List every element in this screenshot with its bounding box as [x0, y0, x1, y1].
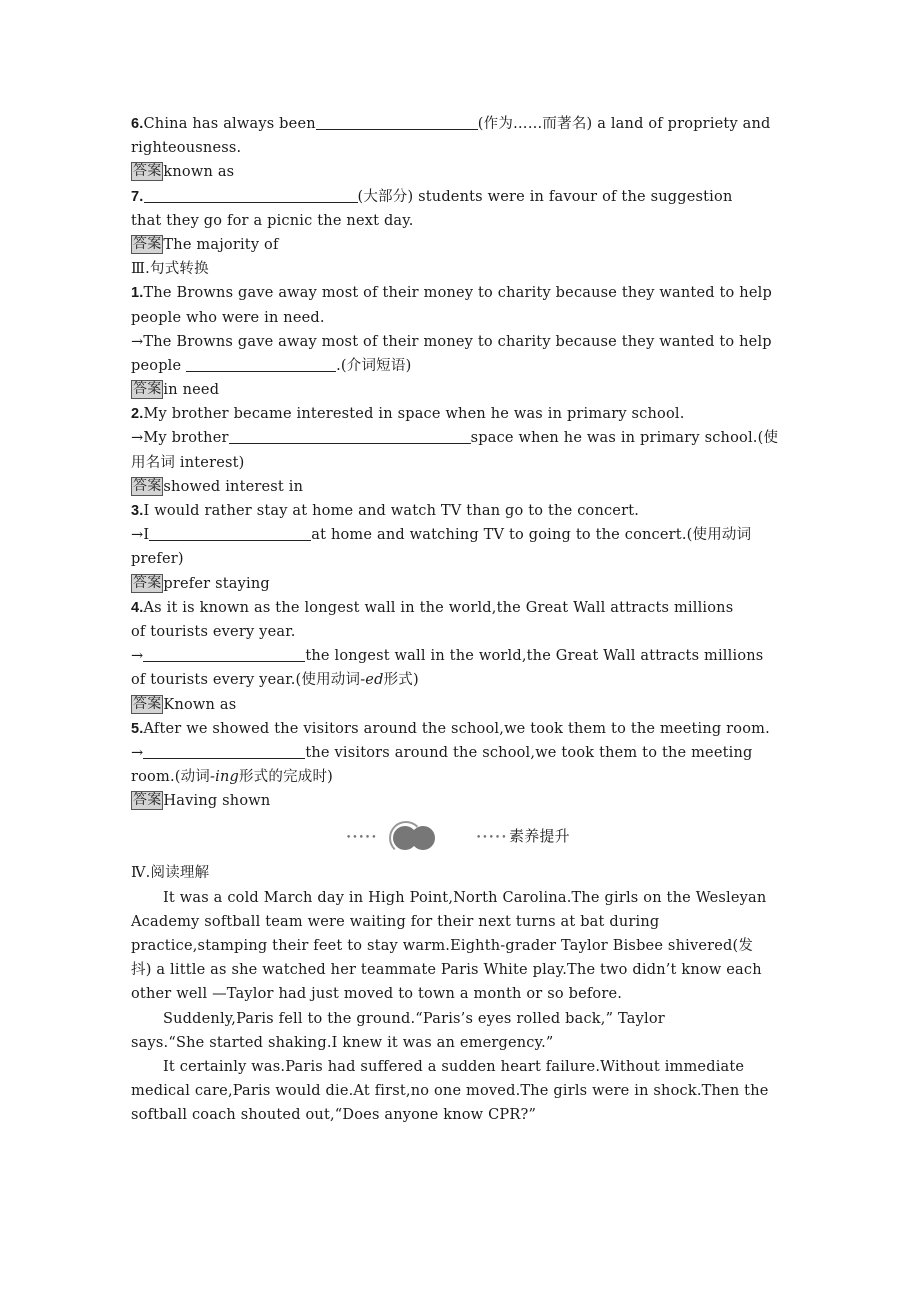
passage-line: It certainly was.Paris had suffered a sudden heart failure.Without immediate [163, 1058, 745, 1075]
answer-text: known as [163, 164, 235, 181]
question-text: → [131, 648, 144, 665]
passage-line: says.“She started shaking.I knew it was an emergency.” [131, 1034, 554, 1051]
answer-blank[interactable] [316, 113, 478, 130]
answer-badge: 答案 [133, 477, 162, 494]
answer-blank[interactable] [144, 186, 358, 203]
question-text: I would rather stay at home and watch TV than go to the concert. [143, 503, 640, 519]
question-number: 5. [131, 720, 144, 737]
question-text [131, 354, 811, 378]
answer-row [131, 475, 811, 499]
answer-badge: 答案 [133, 163, 162, 180]
question-text: ed [365, 672, 384, 689]
answer-blank[interactable] [229, 427, 471, 444]
question-text [131, 668, 811, 692]
question-text: After we showed the visitors around the school,we took them to the meeting room. [143, 720, 770, 737]
divider-label: 素养提升 [509, 827, 570, 846]
passage-line: softball coach shouted out,“Does anyone know CPR?” [131, 1107, 537, 1124]
answer-text: Having shown [163, 793, 271, 810]
answer-row [131, 572, 811, 596]
question-text: that they go for a picnic the next day. [131, 212, 414, 229]
question-text: space when he was in primary school.(使 [470, 430, 779, 447]
question-number: 7. [131, 188, 144, 205]
question-4 [131, 596, 811, 620]
question-6 [131, 112, 811, 136]
answer-row [131, 693, 811, 717]
section-title: Ⅲ.句式转换 [131, 261, 209, 278]
question-text: China has always been [143, 116, 316, 132]
question-text [131, 765, 811, 789]
question-3 [131, 499, 811, 523]
question-text: 形式的完成时) [238, 769, 334, 786]
question-number: 2. [131, 406, 144, 423]
answer-text: Known as [163, 696, 237, 713]
question-text: .(介词短语) [336, 357, 412, 374]
question-text: the longest wall in the world,the Great Wall attracts millions [305, 648, 764, 665]
question-number: 4. [131, 599, 144, 616]
answer-text: The majority of [163, 236, 279, 253]
question-text: → [131, 744, 144, 761]
question-text [131, 426, 811, 450]
question-text: ing [215, 769, 239, 786]
answer-row [131, 160, 811, 184]
question-number: 6. [131, 116, 144, 132]
answer-badge: 答案 [133, 695, 162, 712]
answer-badge: 答案 [133, 574, 162, 591]
question-text: people [131, 357, 187, 374]
question-text: people who were in need. [131, 309, 325, 326]
answer-blank[interactable] [143, 645, 305, 662]
question-text: (作为……而著名) a land of propriety and [477, 116, 771, 132]
question-text [131, 741, 811, 765]
passage-line: It was a cold March day in High Point,North Carolina.The girls on the Wesleyan [163, 889, 767, 906]
answer-badge: 答案 [133, 381, 162, 398]
question-text: →I [131, 527, 150, 544]
passage-line: Suddenly,Paris fell to the ground.“Paris’s eyes rolled back,” Taylor [163, 1010, 665, 1027]
question-text: →My brother [131, 430, 229, 447]
answer-row [131, 378, 811, 402]
question-text: at home and watching TV to going to the concert.(使用动词 [311, 527, 752, 544]
answer-text: in need [163, 382, 220, 399]
passage-line: medical care,Paris would die.At first,no one moved.The girls were in shock.Then the [131, 1083, 769, 1100]
answer-text: showed interest in [163, 478, 304, 495]
question-5 [131, 717, 811, 741]
section-title: Ⅳ.阅读理解 [131, 865, 210, 882]
question-text: →The Browns gave away most of their money to charity because they wanted to help [131, 333, 772, 350]
question-text: 形式) [383, 672, 419, 689]
passage-line: other well —Taylor had just moved to town a month or so before. [131, 986, 623, 1003]
question-7 [131, 185, 811, 209]
question-text: prefer) [131, 551, 184, 568]
answer-row [131, 789, 811, 813]
question-text: 用名词 interest) [131, 454, 245, 471]
question-text: My brother became interested in space when he was in primary school. [143, 406, 685, 423]
answer-badge: 答案 [133, 792, 162, 809]
answer-text: prefer staying [163, 575, 270, 592]
question-text: The Browns gave away most of their money to charity because they wanted to help [143, 285, 772, 302]
question-text [131, 644, 811, 668]
question-text: the visitors around the school,we took them to the meeting [305, 744, 753, 761]
question-2 [131, 402, 811, 426]
answer-blank[interactable] [143, 742, 305, 759]
circle-icon [411, 826, 435, 850]
passage-line: Academy softball team were waiting for their next turns at bat during [131, 913, 660, 930]
question-text [131, 523, 811, 547]
question-text: room.(动词- [131, 769, 216, 786]
question-text: of tourists every year.(使用动词- [131, 672, 366, 689]
question-text: As it is known as the longest wall in the world,the Great Wall attracts millions [143, 599, 734, 616]
answer-blank[interactable] [186, 355, 336, 372]
question-text: (大部分) students were in favour of the suggestion [357, 188, 733, 205]
dots-decoration: ••••• [476, 833, 508, 844]
worksheet-page [131, 112, 811, 1128]
dots-decoration: ••••• [346, 833, 378, 844]
passage-line: practice,stamping their feet to stay warm.Eighth-grader Taylor Bisbee shivered(发 [131, 938, 754, 954]
section-divider [131, 813, 811, 861]
answer-row [131, 233, 811, 257]
answer-blank[interactable] [149, 524, 311, 541]
answer-badge: 答案 [133, 235, 162, 252]
question-text: of tourists every year. [131, 623, 296, 640]
question-1 [131, 281, 811, 305]
question-number: 3. [131, 503, 144, 519]
question-number: 1. [131, 285, 144, 302]
question-text: righteousness. [131, 140, 242, 157]
passage-line: 抖) a little as she watched her teammate Paris White play.The two didn’t know each [131, 962, 762, 979]
